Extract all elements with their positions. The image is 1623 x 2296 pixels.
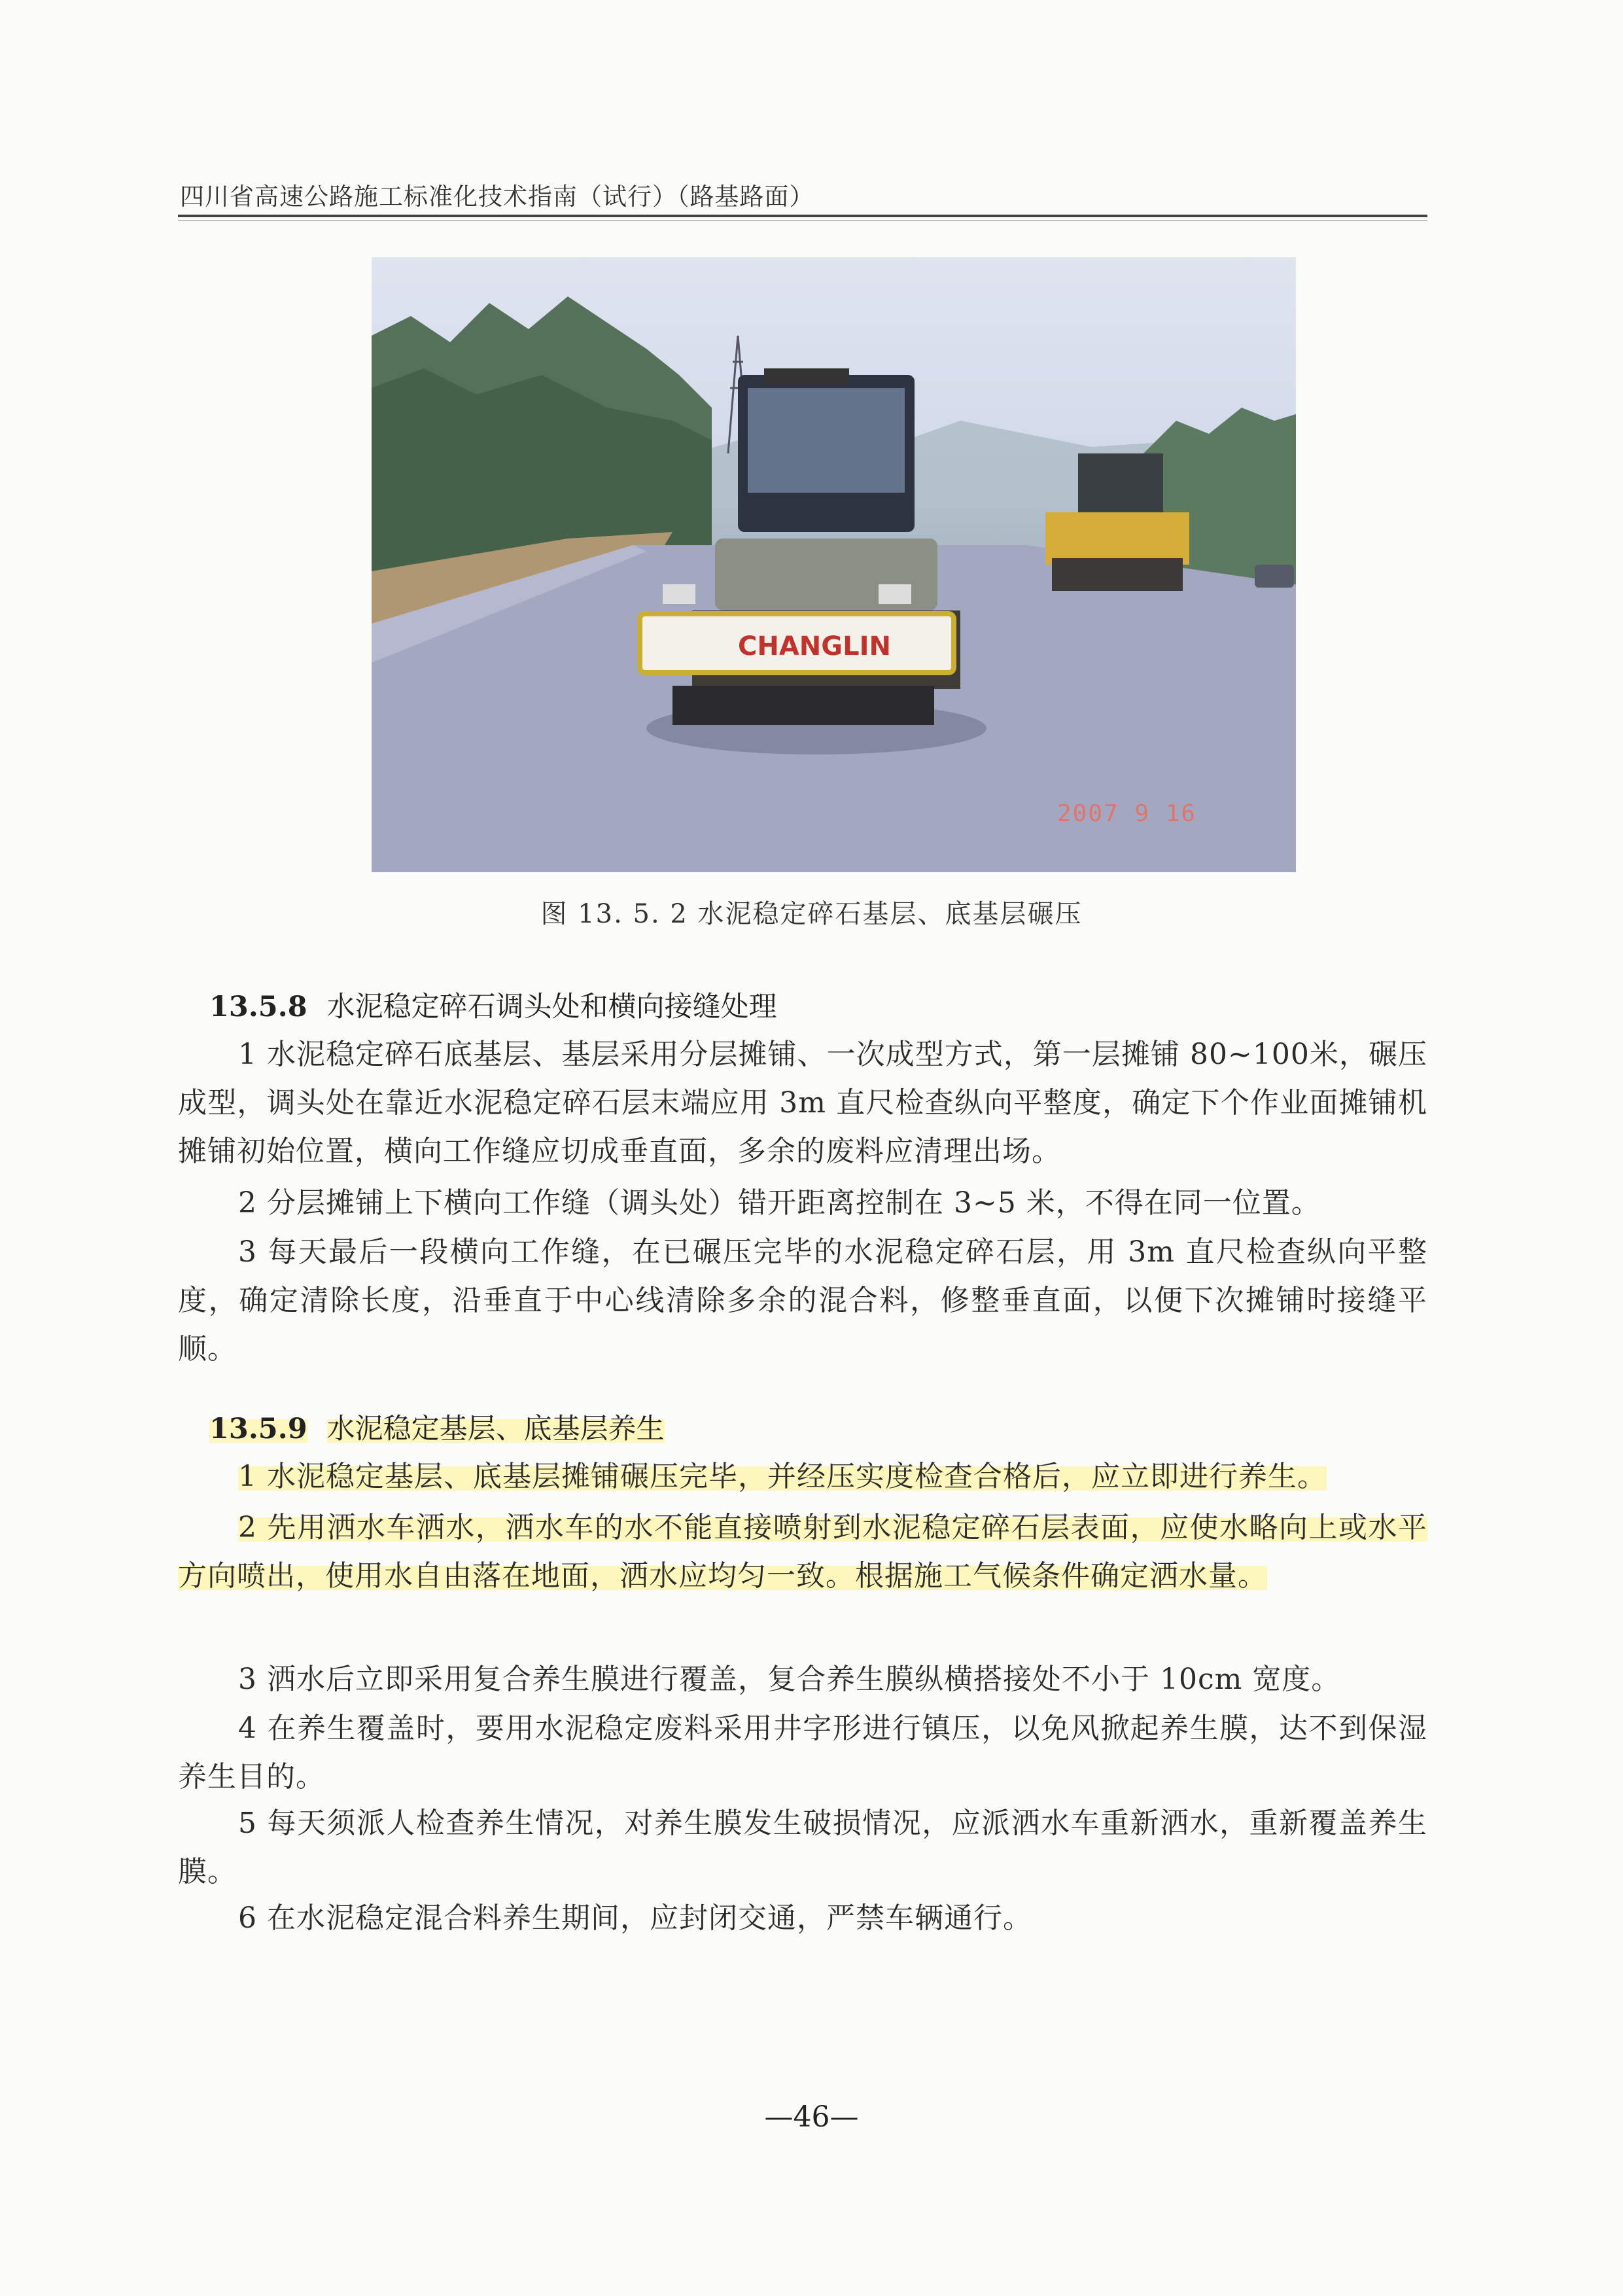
paragraph: 1 水泥稳定碎石底基层、基层采用分层摊铺、一次成型方式，第一层摊铺 80~100米，碾压成型，调头处在靠近水泥稳定碎石层末端应用 3m 直尺检查纵向平整度，确定下个作业面摊铺机摊铺初始位置，横向工作缝应切成垂直面，多余的废料应清理出场。 (178, 1038, 1427, 1168)
paragraph: 3 洒水后立即采用复合养生膜进行覆盖，复合养生膜纵横搭接处不小于 10cm 宽度。 (238, 1663, 1341, 1696)
roller-brand-label: CHANGLIN (738, 631, 891, 662)
section-number: 13.5.8 (209, 991, 307, 1023)
highlighted-text: 2 先用洒水车洒水，洒水车的水不能直接喷射到水泥稳定碎石层表面，应使水略向上或水平方向喷出，使用水自由落在地面，洒水应均匀一致。根据施工气候条件确定洒水量。 (178, 1511, 1427, 1593)
page-number: —46— (764, 2100, 859, 2134)
paragraph: 5 每天须派人检查养生情况，对养生膜发生破损情况，应派洒水车重新洒水，重新覆盖养生膜。 (178, 1807, 1427, 1888)
header-rule (178, 215, 1427, 217)
paragraph (178, 1504, 1427, 1600)
road-roller-photo (372, 257, 1296, 872)
photo-date-stamp: 2007 9 16 (1057, 800, 1197, 827)
running-header: 四川省高速公路施工标准化技术指南（试行）（路基路面） (180, 183, 814, 211)
section-title: 水泥稳定基层、底基层养生 (326, 1413, 665, 1445)
paragraph: 6 在水泥稳定混合料养生期间，应封闭交通，严禁车辆通行。 (238, 1901, 1032, 1935)
paragraph: 4 在养生覆盖时，要用水泥稳定废料采用井字形进行镇压，以免风掀起养生膜，达不到保湿养生目的。 (178, 1712, 1427, 1793)
section-number: 13.5.9 (209, 1413, 307, 1445)
figure-caption: 图 13. 5. 2 水泥稳定碎石基层、底基层碾压 (540, 899, 1083, 929)
section-title: 水泥稳定碎石调头处和横向接缝处理 (326, 991, 777, 1023)
section-heading-13-5-9 (209, 1407, 665, 1447)
highlighted-text: 1 水泥稳定基层、底基层摊铺碾压完毕，并经压实度检查合格后，应立即进行养生。 (238, 1460, 1327, 1493)
paragraph: 3 每天最后一段横向工作缝，在已碾压完毕的水泥稳定碎石层，用 3m 直尺检查纵向平整度，确定清除长度，沿垂直于中心线清除多余的混合料，修整垂直面，以便下次摊铺时接缝平顺。 (178, 1235, 1427, 1366)
paragraph (178, 1453, 1427, 1501)
section-heading-13-5-8 (209, 985, 777, 1025)
paragraph: 2 分层摊铺上下横向工作缝（调头处）错开距离控制在 3~5 米，不得在同一位置。 (238, 1186, 1321, 1220)
